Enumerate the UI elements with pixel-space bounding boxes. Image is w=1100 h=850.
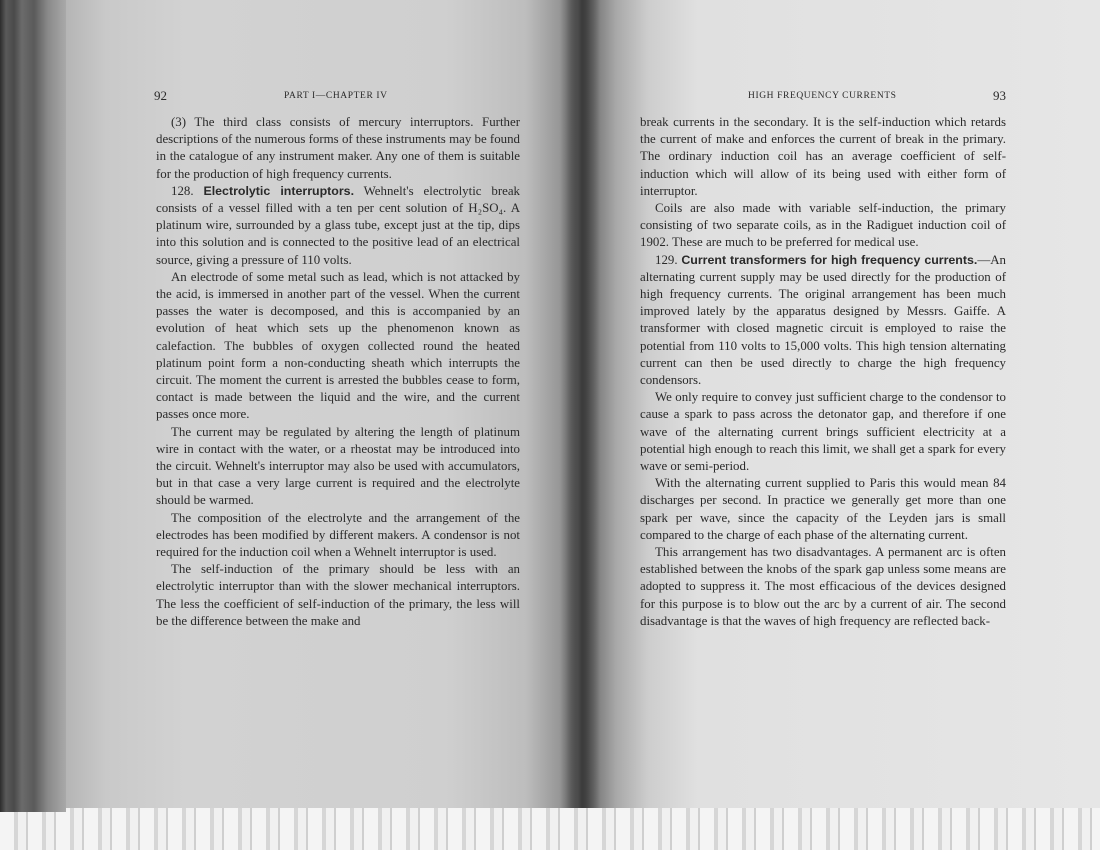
left-page: [66, 0, 578, 808]
paragraph: The composition of the electrolyte and the arrangement of the electrodes has been modified by different makers. A condensor is not required for the induction coil when a Wehnelt interruptor is used.: [156, 510, 520, 560]
paragraph: The self-induction of the primary should be less with an electrolytic interruptor than with the slower mechanical interruptors. The less the coefficient of self-induction of the primary, the less will be the difference between the make and: [156, 562, 520, 628]
running-head: HIGH FREQUENCY CURRENTS: [748, 91, 897, 101]
paragraph: The current may be regulated by altering the length of platinum wire in contact with the water, or a rheostat may be introduced into the circuit. Wehnelt's interruptor may also be used with accumulators, but in that case a very large current is required and the electrolyte should be warmed.: [156, 424, 520, 508]
background-edge-stripes: [0, 808, 1100, 850]
book-spine-edge: [0, 0, 66, 812]
right-page-header: [638, 88, 1006, 108]
page-number: 92: [154, 88, 167, 103]
paragraph: We only require to convey just sufficient charge to the condensor to cause a spark to pass across the detonator gap, and therefore if one wave of the alternating current brings sufficient electricity at a potential high enough to reach this limit, we shall get a spark for every wave or semi-period.: [640, 390, 1006, 474]
right-page-body: [640, 114, 1006, 630]
paragraph: An electrode of some metal such as lead, which is not attacked by the acid, is immersed in another part of the vessel. When the current passes the water is decomposed, and this is accompanied by an evolution of heat which sets up the phenomenon known as calefaction. The bubbles of oxygen collected round the heated platinum point form a non-conducting sheath which interrupts the circuit. The moment the current is arrested the bubbles cease to form, contact is made between the liquid and the wire, and the current passes once more.: [156, 269, 520, 422]
paragraph: 129. Current transformers for high frequency currents.—An alternating current supply may be used directly for the production of high frequency currents. The original arrangement has been much improved lately by the apparatus designed by Messrs. Gaiffe. A transformer with closed magnetic circuit is employed to raise the potential from 110 volts to 15,000 volts. This high tension alternating current can then be used directly to charge the high frequency condensors.: [640, 252, 1006, 388]
running-head: PART I—CHAPTER IV: [284, 91, 388, 101]
paragraph: break currents in the secondary. It is the self-induction which retards the current of make and enforces the current of break in the primary. The ordinary induction coil has an average coefficient of self-induction which will allow of its being used with either form of interruptor.: [640, 115, 1006, 198]
right-page: [578, 0, 1100, 808]
paragraph: (3) The third class consists of mercury interruptors. Further descriptions of the numerous forms of these instruments may be found in the catalogue of any instrument maker. Any one of them is suitable for the production of high frequency currents.: [156, 115, 520, 181]
paragraph: 128. Electrolytic interruptors. Wehnelt's electrolytic break consists of a vessel filled with a ten per cent solution of H₂SO₄. A platinum wire, surrounded by a glass tube, except just at the tip, dips into this solution and is connected to the positive lead of an electrical source, giving a pressure of 110 volts.: [156, 183, 521, 267]
left-page-body: [156, 114, 520, 630]
page-number: 93: [993, 88, 1006, 103]
paragraph: Coils are also made with variable self-induction, the primary consisting of two separate coils, as in the Radiguet induction coil of 1902. These are much to be preferred for medical use.: [640, 201, 1006, 250]
paragraph: With the alternating current supplied to Paris this would mean 84 discharges per second. In practice we generally get more than one spark per wave, since the capacity of the Leyden jars is small compared to the charge of each phase of the alternating current.: [640, 476, 1006, 542]
paragraph: This arrangement has two disadvantages. A permanent arc is often established between the knobs of the spark gap unless some means are adopted to suppress it. The most efficacious of the devices designed for this purpose is to blow out the arc by a current of air. The second disadvantage is that the waves of high frequency are reflected back-: [640, 545, 1006, 628]
section-title: Electrolytic interruptors.: [203, 183, 355, 198]
section-title: Current transformers for high frequency currents.: [681, 252, 978, 267]
book-gutter-shadow: [560, 0, 600, 808]
left-page-header: [154, 88, 528, 108]
